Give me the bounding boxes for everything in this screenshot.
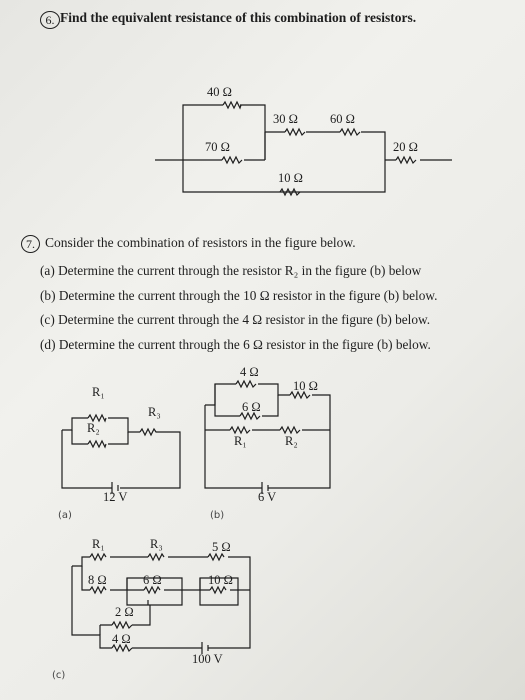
figure-a-circuit	[62, 415, 180, 494]
question-6-number: 6.	[40, 11, 60, 29]
fig-b-r2-label: R₂	[285, 434, 298, 448]
q6-r20-label: 20 Ω	[393, 140, 418, 154]
fig-c-r8-label: 8 Ω	[88, 573, 107, 587]
q6-r30-label: 30 Ω	[273, 112, 298, 126]
fig-a-r3-label: R₃	[148, 405, 161, 419]
fig-a-r2-label: R₂	[87, 421, 100, 435]
fig-b-caption: (b)	[210, 510, 225, 521]
question-7-part-b: (b) Determine the current through the 10 Ω resistor in the figure (b) below.	[40, 288, 438, 303]
fig-c-r2-label: 2 Ω	[115, 605, 134, 619]
q6-r70-label: 70 Ω	[205, 140, 230, 154]
fig-c-r1-label: R₁	[92, 537, 105, 551]
fig-a-caption: (a)	[58, 510, 72, 521]
fig-c-battery-label: 100 V	[192, 652, 223, 666]
question-7-part-a: (a) Determine the current through the resistor R₂ in the figure (b) below	[40, 263, 422, 278]
question-7-number: 7.	[21, 235, 40, 253]
figure-c-circuit	[72, 554, 250, 654]
figure-b-circuit	[205, 381, 330, 494]
fig-c-r4-label: 4 Ω	[112, 632, 131, 646]
question-7-part-c: (c) Determine the current through the 4 Ω resistor in the figure (b) below.	[40, 312, 431, 327]
fig-c-r6-label: 6 Ω	[143, 573, 162, 587]
fig-b-r6-label: 6 Ω	[242, 400, 261, 414]
fig-c-r3-label: R₃	[150, 537, 163, 551]
q6-r10-label: 10 Ω	[278, 171, 303, 185]
fig-a-r1-label: R₁	[92, 385, 105, 399]
q6-r60-label: 60 Ω	[330, 112, 355, 126]
fig-b-r1-label: R₁	[234, 434, 247, 448]
fig-b-r4-label: 4 Ω	[240, 365, 259, 379]
question-6-text: Find the equivalent resistance of this combination of resistors.	[60, 10, 417, 25]
q6-r40-label: 40 Ω	[207, 85, 232, 99]
fig-c-r5-label: 5 Ω	[212, 540, 231, 554]
question-7-part-d: (d) Determine the current through the 6 Ω resistor in the figure (b) below.	[40, 337, 431, 352]
fig-a-battery-label: 12 V	[103, 490, 128, 504]
fig-c-caption: (c)	[52, 670, 66, 681]
fig-c-r10-label: 10 Ω	[208, 573, 233, 587]
fig-b-battery-label: 6 V	[258, 490, 277, 504]
question-7-text: Consider the combination of resistors in the figure below.	[45, 235, 356, 250]
fig-b-r10-label: 10 Ω	[293, 379, 318, 393]
